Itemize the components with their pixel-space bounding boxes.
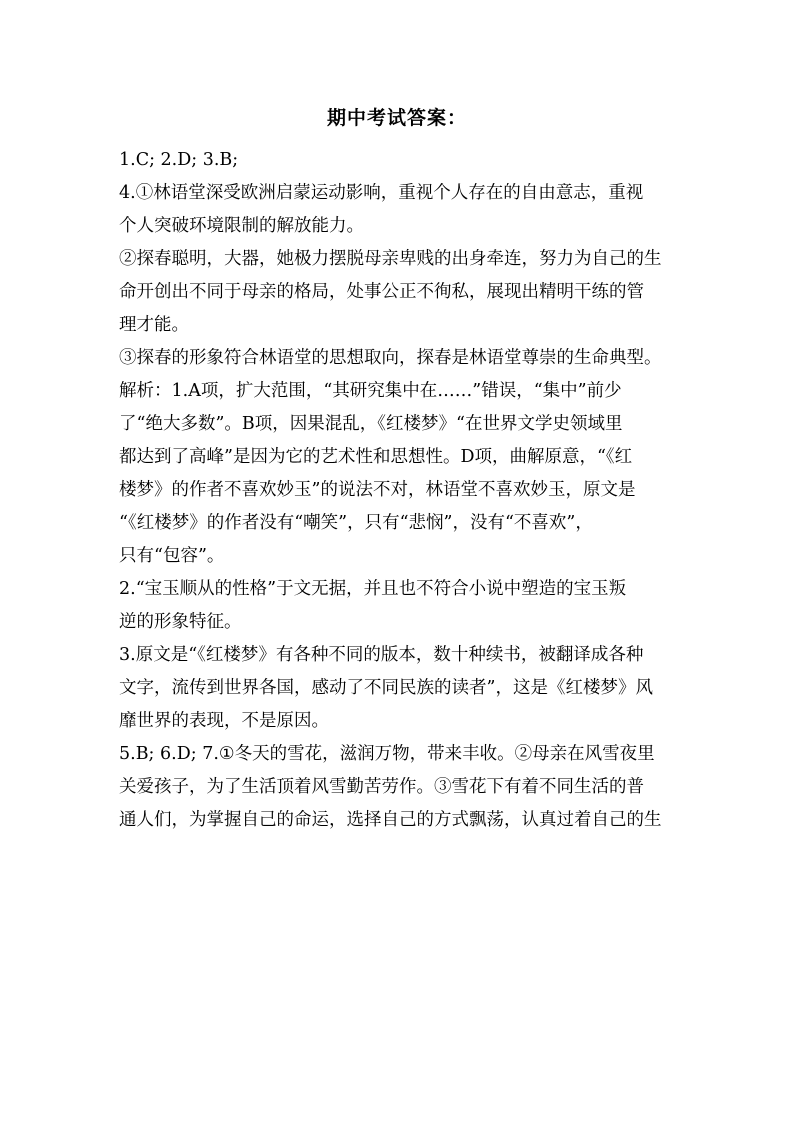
answer-body (119, 144, 689, 837)
text-line: 解析：1.A项，扩大范围，“其研究集中在……”错误，“集中”前少 (119, 381, 622, 401)
text-line: 命开创出不同于母亲的格局，处事公正不徇私，展现出精明干练的管 (119, 282, 644, 302)
text-line: 1.C; 2.D; 3.B; (119, 150, 239, 170)
text-line: 通人们，为掌握自己的命运，选择自己的方式飘荡，认真过着自己的生 (119, 810, 662, 830)
text-line: 楼梦》的作者不喜欢妙玉”的说法不对，林语堂不喜欢妙玉，原文是 (119, 480, 636, 500)
text-line: ②探春聪明，大器，她极力摆脱母亲卑贱的出身牵连，努力为自己的生 (119, 249, 662, 269)
text-line: 5.B; 6.D; 7.①冬天的雪花，滋润万物，带来丰收。②母亲在风雪夜里 (119, 744, 655, 764)
text-line: 关爱孩子，为了生活顶着风雪勤苦劳作。③雪花下有着不同生活的普 (119, 777, 644, 797)
text-line: 4.①林语堂深受欧洲启蒙运动影响，重视个人存在的自由意志，重视 (119, 183, 644, 203)
text-line: 理才能。 (119, 315, 189, 335)
text-line: 只有“包容”。 (119, 546, 225, 566)
text-line: 靡世界的表现，不是原因。 (119, 711, 329, 731)
text-line: 了“绝大多数”。B项，因果混乱，《红楼梦》“在世界文学史领域里 (119, 414, 623, 434)
text-line: “《红楼梦》的作者没有“嘲笑”，只有“悲悯”，没有“不喜欢”， (119, 513, 593, 533)
text-line: 文字，流传到世界各国，感动了不同民族的读者”，这是《红楼梦》风 (119, 678, 653, 698)
text-line: ③探春的形象符合林语堂的思想取向，探春是林语堂尊崇的生命典型。 (119, 348, 662, 368)
text-line: 都达到了高峰”是因为它的艺术性和思想性。D项，曲解原意，“《红 (119, 447, 633, 467)
text-line: 2.“宝玉顺从的性格”于文无据，并且也不符合小说中塑造的宝玉叛 (119, 579, 627, 599)
text-line: 逆的形象特征。 (119, 612, 242, 632)
text-line: 个人突破环境限制的解放能力。 (119, 216, 364, 236)
text-line: 3.原文是“《红楼梦》有各种不同的版本，数十种续书，被翻译成各种 (119, 645, 644, 665)
page-title: 期中考试答案： (326, 107, 467, 129)
